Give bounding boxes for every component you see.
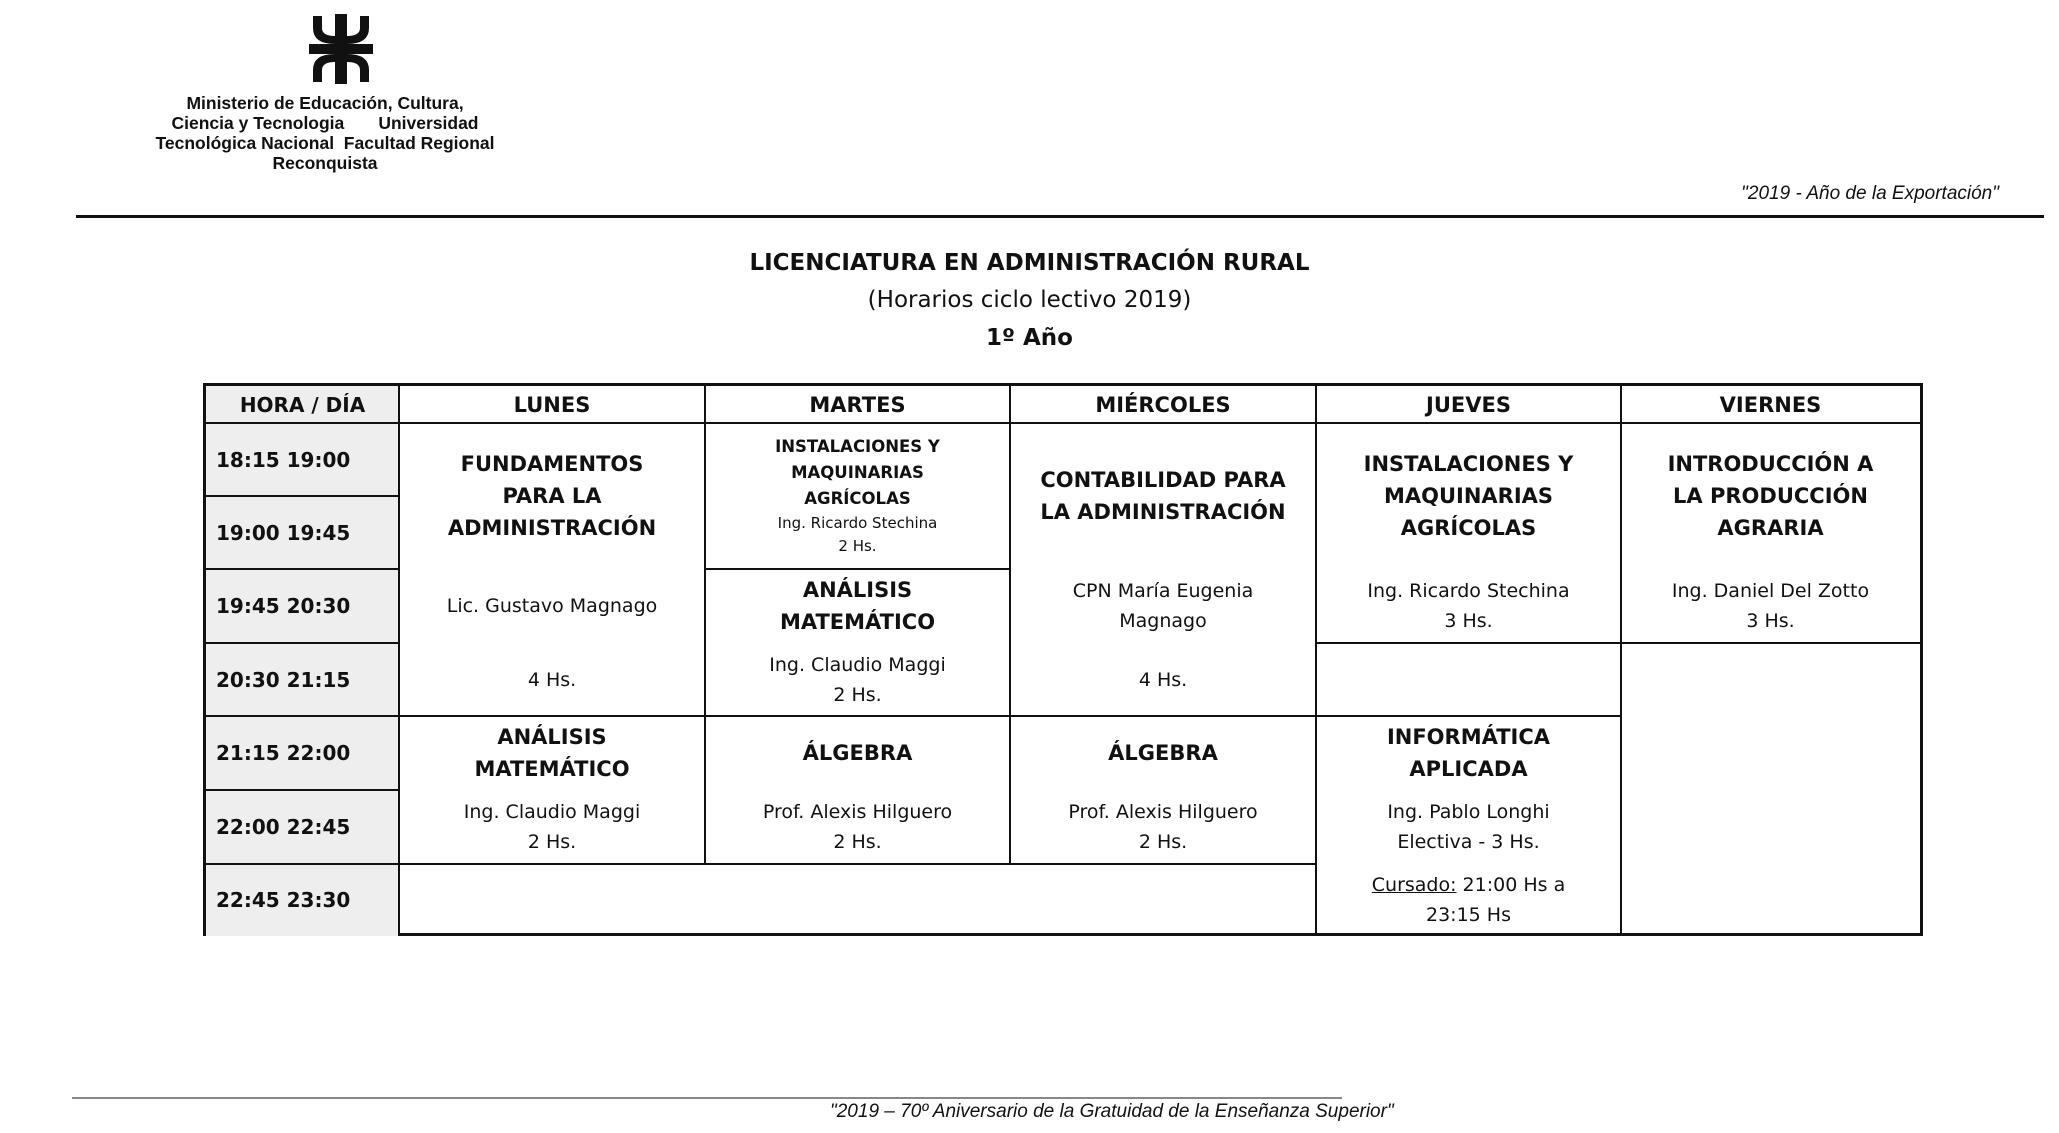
martes-instalaciones [705, 423, 1010, 569]
header-lunes: LUNES [513, 392, 591, 417]
jueves-informatica-info [1316, 790, 1621, 864]
martes-instalaciones-hours: 2 Hs. [838, 537, 877, 555]
viernes-introduccion-prof: Ing. Daniel Del Zotto [1671, 580, 1870, 602]
header-hora-dia: HORA / DÍA [206, 386, 399, 423]
grid-line [705, 568, 1010, 570]
page-subtitle: (Horarios ciclo lectivo 2019) [867, 287, 1192, 313]
grid-line [206, 495, 399, 497]
jueves-informatica-cursado [1316, 864, 1621, 936]
jueves-instalaciones-prof: Ing. Ricardo Stechina [1367, 580, 1570, 602]
time-slot: 19:45 20:30 [206, 569, 399, 643]
jueves-informatica-type: Electiva - 3 Hs. [1397, 831, 1540, 853]
miercoles-algebra-hours: 2 Hs. [1138, 831, 1188, 853]
viernes-introduccion-info [1621, 569, 1920, 643]
lunes-analisis-subject: ANÁLISIS MATEMÁTICO [474, 725, 630, 781]
martes-algebra-info [705, 790, 1010, 864]
header-miercoles: MIÉRCOLES [1095, 392, 1231, 417]
header-jueves: JUEVES [1426, 392, 1511, 417]
lunes-fundamentos-hours: 4 Hs. [527, 668, 577, 691]
year-label: 1º Año [986, 325, 1073, 351]
jueves-instalaciones-subject: INSTALACIONES Y MAQUINARIAS AGRÍCOLAS [1363, 452, 1574, 540]
miercoles-contabilidad-prof: CPN María Eugenia Magnago [1072, 580, 1254, 632]
header-viernes: VIERNES [1719, 392, 1822, 417]
grid-line [1316, 642, 1920, 644]
time-slot: 22:45 23:30 [206, 864, 399, 936]
grid-line [206, 789, 399, 791]
header-divider [76, 215, 2044, 218]
jueves-instalaciones-info [1316, 569, 1621, 643]
grid-line [1620, 386, 1622, 936]
martes-instalaciones-subject: INSTALACIONES Y MAQUINARIAS AGRÍCOLAS [775, 437, 940, 508]
grid-line [1009, 386, 1011, 864]
martes-analisis-info [705, 643, 1010, 716]
time-slot: 19:00 19:45 [206, 496, 399, 569]
viernes-introduccion-subject: INTRODUCCIÓN A LA PRODUCCIÓN AGRARIA [1667, 452, 1874, 540]
cursado-label: Cursado: [1371, 874, 1457, 896]
lunes-analisis-hours: 2 Hs. [527, 831, 577, 853]
grid-line [399, 863, 1316, 865]
viernes-introduccion-hours: 3 Hs. [1746, 610, 1795, 632]
miercoles-contabilidad-hours: 4 Hs. [1138, 668, 1188, 691]
time-slot: 21:15 22:00 [206, 716, 399, 790]
institution-line-2: Ciencia y Tecnologia Universidad [171, 113, 479, 133]
miercoles-contabilidad-subject: CONTABILIDAD PARA LA ADMINISTRACIÓN [1040, 468, 1286, 524]
martes-analisis-prof: Ing. Claudio Maggi [769, 653, 946, 676]
lunes-analisis-info [399, 790, 705, 864]
lunes-analisis-prof: Ing. Claudio Maggi [463, 801, 641, 823]
utn-logo-icon [309, 14, 373, 84]
time-slot: 20:30 21:15 [206, 643, 399, 716]
jueves-informatica-prof: Ing. Pablo Longhi [1387, 801, 1550, 823]
grid-line [398, 386, 400, 936]
institution-line-1: Ministerio de Educación, Cultura, [186, 93, 464, 113]
martes-algebra-hours: 2 Hs. [833, 831, 882, 853]
martes-algebra-subject: ÁLGEBRA [802, 741, 913, 765]
martes-analisis-hours: 2 Hs. [833, 683, 882, 706]
grid-line [206, 422, 1920, 424]
lunes-fundamentos-prof: Lic. Gustavo Magnago [446, 595, 658, 617]
institution-line-3: Tecnológica Nacional Facultad Regional [155, 133, 495, 153]
martes-analisis-subject: ANÁLISIS MATEMÁTICO [779, 578, 936, 634]
time-slot: 18:15 19:00 [206, 423, 399, 496]
page-title: LICENCIATURA EN ADMINISTRACIÓN RURAL [749, 250, 1310, 276]
jueves-informatica-subject: INFORMÁTICA APLICADA [1386, 725, 1551, 781]
grid-line [206, 863, 399, 865]
footer-motto: "2019 – 70º Aniversario de la Gratuidad de la Enseñanza Superior" [830, 1101, 1394, 1122]
miercoles-algebra-prof: Prof. Alexis Hilguero [1068, 801, 1258, 823]
grid-line [206, 568, 399, 570]
cursado-text: 21:00 Hs a 23:15 Hs [1426, 874, 1566, 926]
grid-line [1315, 386, 1317, 936]
jueves-instalaciones-hours: 3 Hs. [1444, 610, 1493, 632]
miercoles-algebra-info [1010, 790, 1316, 864]
header-motto: "2019 - Año de la Exportación" [1741, 183, 1999, 204]
martes-algebra-prof: Prof. Alexis Hilguero [762, 801, 953, 823]
footer-divider [72, 1097, 1342, 1099]
grid-line [704, 386, 706, 864]
miercoles-algebra-subject: ÁLGEBRA [1108, 741, 1218, 765]
martes-instalaciones-prof: Ing. Ricardo Stechina [777, 514, 938, 532]
institution-line-4: Reconquista [272, 153, 378, 173]
schedule-table [203, 383, 1923, 936]
grid-line [206, 642, 399, 644]
lunes-fundamentos-subject: FUNDAMENTOS PARA LA ADMINISTRACIÓN [447, 452, 657, 540]
time-slot: 22:00 22:45 [206, 790, 399, 864]
institution-name [100, 93, 550, 173]
grid-line [206, 715, 1621, 717]
header-martes: MARTES [809, 392, 906, 417]
